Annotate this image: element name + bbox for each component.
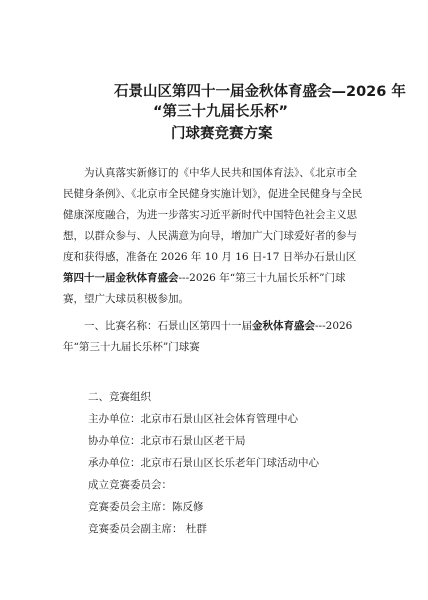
committee-vice-director: 竞赛委员会副主席： 杜群 [88, 523, 207, 535]
title-line-1: 石景山区第四十一届金秋体育盛会—2026 年 [114, 84, 406, 100]
co-organizer-unit: 协办单位：北京市石景山区老干局 [88, 435, 246, 447]
committee-heading: 成立竞赛委员会： [88, 479, 172, 491]
intro-paragraph [63, 163, 363, 310]
title-line-3: 门球赛竞赛方案 [171, 126, 273, 142]
section-1-text-bold: 金秋体育盛会 [252, 320, 315, 332]
committee-director: 竞赛委员会主席：陈反修 [88, 501, 204, 513]
section-1-text-b: ---2026 年“第三十九届长乐杯”门球赛 [63, 320, 353, 353]
section-1-text-a: 一、比赛名称：石景山区第四十一届 [84, 320, 252, 332]
undertaker-unit: 承办单位：北京市石景山区长乐老年门球活动中心 [88, 457, 319, 469]
intro-text-a: 为认真落实新修订的《中华人民共和国体育法》、《北京市全民健身条例》、《北京市全民健身实施计划》，促进全民健身与全民健康深度融合，为进一步落实习近平新时代中国特色社会主义思想，以群众参与、人民满意为向导，增加广大门球爱好者的参与度和获得感，准备在 2026 年 10 月 16 日-17 日举办石景山区 [63, 167, 363, 263]
section-1-paragraph [63, 316, 363, 358]
host-unit: 主办单位：北京市石景山区社会体育管理中心 [88, 413, 298, 425]
section-2-heading: 二、竞赛组织 [88, 391, 151, 403]
intro-text-bold: 第四十一届金秋体育盛会 [63, 272, 179, 284]
title-line-2: “第三十九届长乐杯” [153, 104, 289, 120]
intro-text-b: ---2026 年“第三十九届长乐杯”门球赛，望广大球员积极参加。 [63, 272, 346, 305]
